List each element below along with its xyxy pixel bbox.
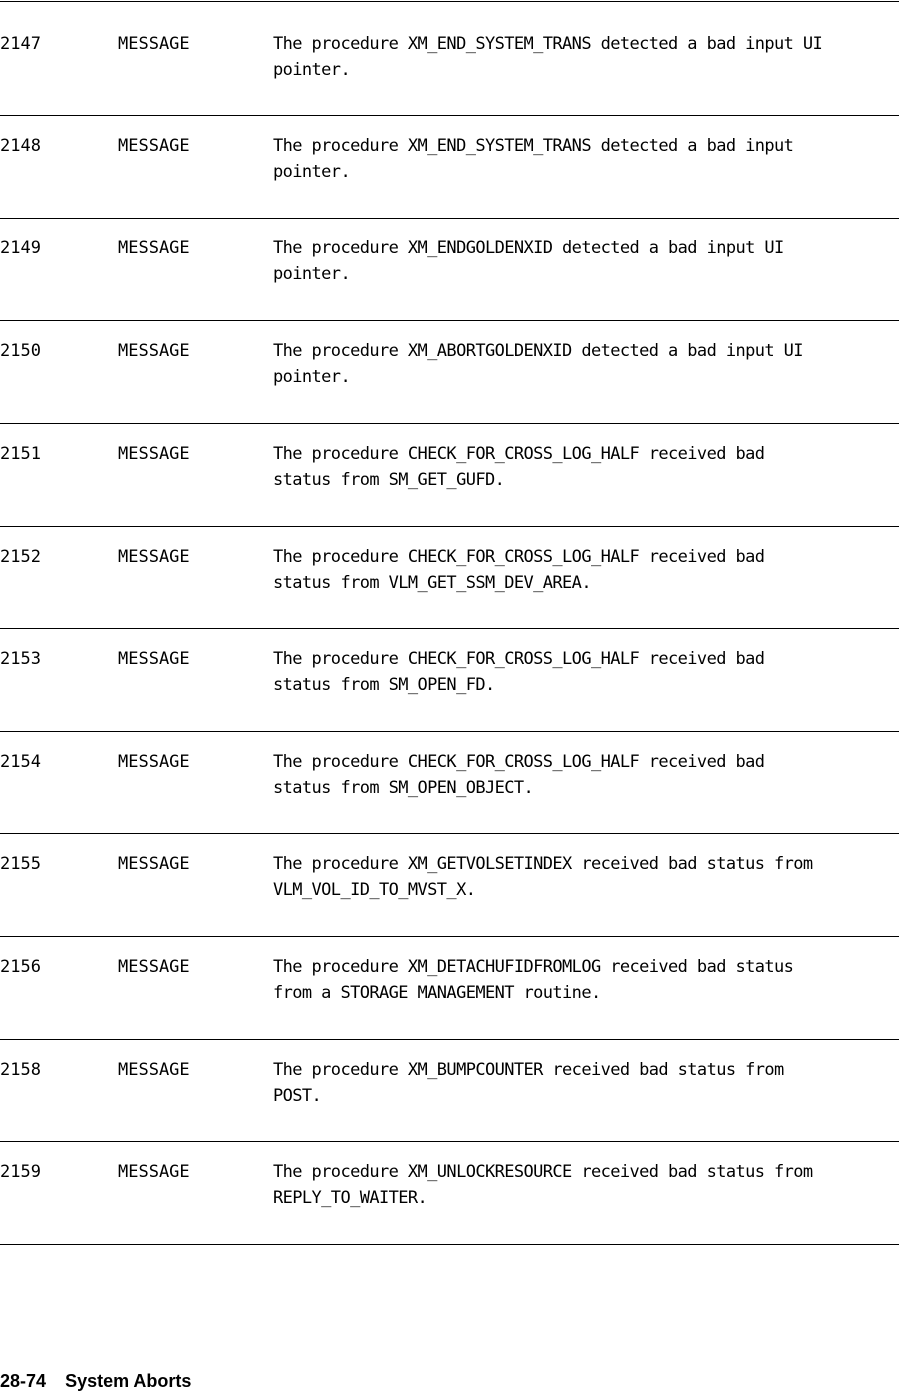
abort-type: MESSAGE [118, 136, 190, 156]
separator-rule [0, 936, 899, 937]
separator-rule [0, 1141, 899, 1142]
separator-rule [0, 1244, 899, 1245]
description-line: The procedure XM_ABORTGOLDENXID detected a bad input UI [273, 341, 803, 361]
abort-description [273, 1057, 899, 1109]
abort-code: 2149 [0, 238, 41, 258]
abort-description [273, 133, 899, 185]
separator-rule [0, 731, 899, 732]
description-line: The procedure CHECK_FOR_CROSS_LOG_HALF received bad [273, 444, 765, 464]
abort-type: MESSAGE [118, 752, 190, 772]
description-line: pointer. [273, 367, 351, 387]
abort-type: MESSAGE [118, 341, 190, 361]
separator-rule [0, 218, 899, 219]
abort-description [273, 851, 899, 903]
description-line: POST. [273, 1086, 322, 1106]
description-line: status from SM_OPEN_OBJECT. [273, 778, 534, 798]
description-line: The procedure CHECK_FOR_CROSS_LOG_HALF received bad [273, 547, 765, 567]
description-line: The procedure CHECK_FOR_CROSS_LOG_HALF received bad [273, 649, 765, 669]
separator-rule [0, 526, 899, 527]
description-line: The procedure XM_END_SYSTEM_TRANS detected a bad input [273, 136, 794, 156]
description-line: The procedure XM_GETVOLSETINDEX received bad status from [273, 854, 813, 874]
abort-type: MESSAGE [118, 444, 190, 464]
abort-description [273, 544, 899, 596]
abort-description [273, 646, 899, 698]
page-footer [0, 1369, 191, 1393]
abort-description [273, 749, 899, 801]
abort-type: MESSAGE [118, 547, 190, 567]
abort-description [273, 441, 899, 493]
description-line: pointer. [273, 264, 351, 284]
section-title: System Aborts [65, 1371, 192, 1391]
abort-code: 2153 [0, 649, 41, 669]
abort-type: MESSAGE [118, 1162, 190, 1182]
abort-code: 2158 [0, 1060, 41, 1080]
abort-description [273, 1159, 899, 1211]
abort-code: 2147 [0, 34, 41, 54]
abort-code: 2156 [0, 957, 41, 977]
description-line: pointer. [273, 162, 351, 182]
description-line: from a STORAGE MANAGEMENT routine. [273, 983, 601, 1003]
abort-code: 2159 [0, 1162, 41, 1182]
description-line: status from VLM_GET_SSM_DEV_AREA. [273, 573, 591, 593]
abort-code: 2152 [0, 547, 41, 567]
description-line: pointer. [273, 60, 351, 80]
abort-description [273, 954, 899, 1006]
description-line: The procedure XM_BUMPCOUNTER received bad status from [273, 1060, 784, 1080]
abort-code: 2148 [0, 136, 41, 156]
abort-code: 2154 [0, 752, 41, 772]
separator-rule [0, 628, 899, 629]
abort-type: MESSAGE [118, 238, 190, 258]
separator-rule [0, 833, 899, 834]
abort-code: 2151 [0, 444, 41, 464]
description-line: The procedure CHECK_FOR_CROSS_LOG_HALF received bad [273, 752, 765, 772]
abort-description [273, 235, 899, 287]
abort-type: MESSAGE [118, 34, 190, 54]
description-line: The procedure XM_UNLOCKRESOURCE received bad status from [273, 1162, 813, 1182]
description-line: The procedure XM_END_SYSTEM_TRANS detected a bad input UI [273, 34, 823, 54]
description-line: VLM_VOL_ID_TO_MVST_X. [273, 880, 476, 900]
abort-type: MESSAGE [118, 649, 190, 669]
description-line: The procedure XM_DETACHUFIDFROMLOG received bad status [273, 957, 794, 977]
abort-type: MESSAGE [118, 957, 190, 977]
separator-rule [0, 1039, 899, 1040]
abort-code: 2155 [0, 854, 41, 874]
separator-rule [0, 115, 899, 116]
description-line: The procedure XM_ENDGOLDENXID detected a bad input UI [273, 238, 784, 258]
separator-rule [0, 423, 899, 424]
abort-type: MESSAGE [118, 854, 190, 874]
separator-rule [0, 320, 899, 321]
description-line: REPLY_TO_WAITER. [273, 1188, 428, 1208]
abort-description [273, 338, 899, 390]
abort-type: MESSAGE [118, 1060, 190, 1080]
abort-code: 2150 [0, 341, 41, 361]
description-line: status from SM_OPEN_FD. [273, 675, 495, 695]
abort-description [273, 31, 899, 83]
page-number: 28-74 [0, 1371, 47, 1391]
separator-rule [0, 1, 899, 2]
description-line: status from SM_GET_GUFD. [273, 470, 505, 490]
